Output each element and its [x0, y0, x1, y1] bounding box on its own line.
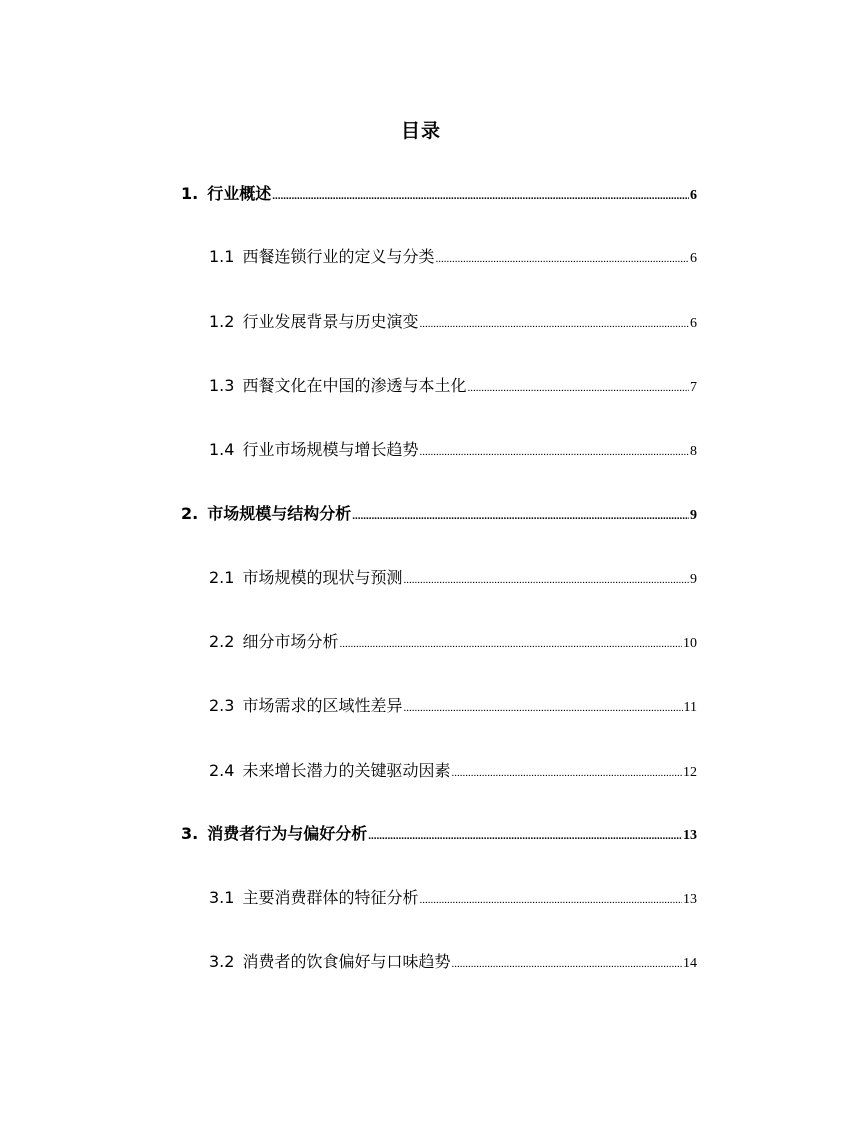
toc-entry-number: 1.4 — [209, 440, 235, 459]
toc-entry-number: 2.3 — [209, 696, 235, 715]
toc-entry-3[interactable] — [181, 822, 697, 846]
toc-entry-1-2[interactable] — [209, 310, 697, 334]
toc-entry-2-1[interactable] — [209, 566, 697, 590]
toc-dot-leader — [419, 440, 689, 464]
toc-page-number: 13 — [683, 828, 697, 843]
toc-page-number: 14 — [683, 956, 697, 971]
toc-page-number: 13 — [683, 892, 697, 907]
toc-entry-number: 2.1 — [209, 568, 235, 587]
toc-entry-number: 1.3 — [209, 376, 235, 395]
toc-entry-2-2[interactable] — [209, 630, 697, 654]
toc-entry-number: 2.4 — [209, 761, 235, 780]
toc-entry-2-3[interactable] — [209, 694, 697, 718]
toc-dot-leader — [352, 504, 689, 528]
toc-entry-title: 西餐文化在中国的渗透与本土化 — [242, 376, 467, 395]
toc-page-number: 9 — [690, 508, 697, 523]
toc-entry-1-3[interactable] — [209, 374, 697, 398]
toc-page-number: 8 — [690, 444, 697, 459]
toc-page-number: 9 — [690, 572, 697, 587]
toc-dot-leader — [272, 184, 689, 208]
toc-page-number: 6 — [690, 316, 697, 331]
toc-entry-1[interactable] — [181, 182, 697, 206]
toc-entry-title: 市场需求的区域性差异 — [242, 696, 403, 715]
toc-entry-title: 行业市场规模与增长趋势 — [242, 440, 419, 459]
toc-dot-leader — [419, 312, 689, 336]
toc-dot-leader — [403, 696, 682, 720]
toc-entry-number: 2.2 — [209, 632, 235, 651]
toc-entry-number: 1.2 — [209, 312, 235, 331]
toc-entry-title: 西餐连锁行业的定义与分类 — [242, 247, 435, 266]
toc-entry-title: 主要消费群体的特征分析 — [242, 888, 419, 907]
toc-dot-leader — [435, 247, 689, 271]
toc-entry-number: 3.1 — [209, 888, 235, 907]
toc-entry-title: 市场规模的现状与预测 — [242, 568, 403, 587]
toc-dot-leader — [451, 761, 682, 785]
toc-page-number: 11 — [683, 700, 697, 715]
page-title: 目录 — [400, 120, 441, 142]
toc-entry-number: 3.2 — [209, 952, 235, 971]
toc-entry-1-4[interactable] — [209, 438, 697, 462]
toc-entry-2[interactable] — [181, 502, 697, 526]
toc-entry-title: 细分市场分析 — [242, 632, 339, 651]
toc-dot-leader — [368, 824, 682, 848]
toc-entry-number: 1.1 — [209, 247, 235, 266]
toc-entry-number: 3. — [181, 824, 199, 843]
toc-entry-number: 2. — [181, 504, 199, 523]
toc-entry-1-1[interactable] — [209, 245, 697, 269]
toc-entry-number: 1. — [181, 184, 199, 203]
toc-entry-2-4[interactable] — [209, 759, 697, 783]
toc-entry-3-1[interactable] — [209, 886, 697, 910]
toc-entry-title: 行业概述 — [207, 184, 272, 203]
toc-entry-title: 未来增长潜力的关键驱动因素 — [242, 761, 451, 780]
toc-page-number: 12 — [683, 765, 697, 780]
toc-page-number: 10 — [683, 636, 697, 651]
toc-entry-title: 消费者的饮食偏好与口味趋势 — [242, 952, 451, 971]
toc-entry-title: 行业发展背景与历史演变 — [242, 312, 419, 331]
toc-entry-title: 消费者行为与偏好分析 — [207, 824, 368, 843]
toc-page-number: 6 — [690, 251, 697, 266]
toc-dot-leader — [419, 888, 682, 912]
toc-dot-leader — [451, 952, 682, 976]
toc-page-number: 7 — [690, 380, 697, 395]
toc-entry-3-2[interactable] — [209, 950, 697, 974]
toc-dot-leader — [339, 632, 682, 656]
toc-dot-leader — [403, 568, 689, 592]
toc-page-number: 6 — [690, 188, 697, 203]
toc-dot-leader — [467, 376, 689, 400]
toc-entry-title: 市场规模与结构分析 — [207, 504, 352, 523]
